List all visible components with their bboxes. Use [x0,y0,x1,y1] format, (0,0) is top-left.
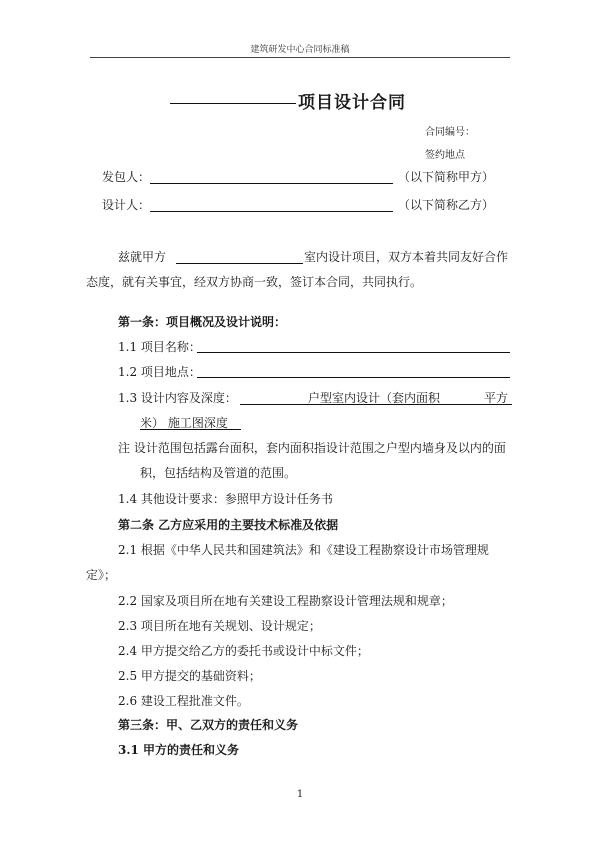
employer-note: （以下简称甲方） [398,170,495,184]
item-2-1-line-2: 定》； [86,568,117,582]
running-header: 建筑研发中心合同标准稿 [250,45,350,55]
title-blank-line [170,103,296,104]
item-1-1-label: 1.1 项目名称： [118,340,201,354]
item-1-4: 1.4 其他设计要求：参照甲方设计任务书 [118,492,333,506]
item-2-6: 2.6 建设工程批准文件。 [118,694,249,708]
article-1-heading: 第一条：项目概况及设计说明： [118,315,287,329]
item-1-2-label: 1.2 项目地点： [118,365,201,379]
employer-blank-line [150,183,393,184]
article-2-heading: 第二条 乙方应采用的主要技术标准及依据 [118,518,339,532]
item-1-3-end: 平方 [484,391,509,405]
item-1-3-line-2: 米） 施工图深度 [140,416,228,430]
designer-label: 设计人： [102,198,151,212]
intro-lead: 兹就甲方 [118,250,167,264]
contract-number-label: 合同编号： [425,127,475,138]
item-1-3-lead: 1.3 设计内容及深度： [118,391,237,405]
intro-blank-line [176,263,303,264]
note-line-2: 积，包括结构及管道的范围。 [140,466,297,480]
contract-title: 项目设计合同 [298,93,406,113]
item-2-4: 2.4 甲方提交给乙方的委托书或设计中标文件； [118,644,369,658]
page-number: 1 [296,789,304,800]
article-3-1-heading: 3.1 甲方的责任和义务 [118,743,240,757]
item-1-3-mid: 户型室内设计（套内面积 [308,391,441,405]
item-2-2: 2.2 国家及项目所在地有关建设工程勘察设计管理法规和规章； [118,594,453,608]
header-rule [90,57,510,58]
item-1-3-line-2-underline [140,429,241,430]
intro-line-2: 态度，就有关事宜，经双方协商一致，签订本合同，共同执行。 [86,275,423,289]
designer-note: （以下简称乙方） [398,198,495,212]
item-1-2-blank-line [197,377,510,378]
item-2-1-line-1: 2.1 根据《中华人民共和国建筑法》和《建设工程勘察设计市场管理规 [118,543,489,557]
item-1-3-underline [240,404,512,405]
item-1-1-blank-line [197,352,510,353]
employer-label: 发包人： [102,170,151,184]
intro-rest: 室内设计项目，双方本着共同友好合作 [304,250,509,264]
item-2-3: 2.3 项目所在地有关规划、设计规定； [118,619,321,633]
article-3-heading: 第三条：甲、乙双方的责任和义务 [118,718,299,732]
item-2-5: 2.5 甲方提交的基础资料； [118,669,261,683]
sign-place-label: 签约地点 [425,150,465,161]
note-line-1: 注 设计范围包括露台面积，套内面积指设计范围之户型内墙身及以内的面 [118,441,506,455]
designer-blank-line [150,211,393,212]
